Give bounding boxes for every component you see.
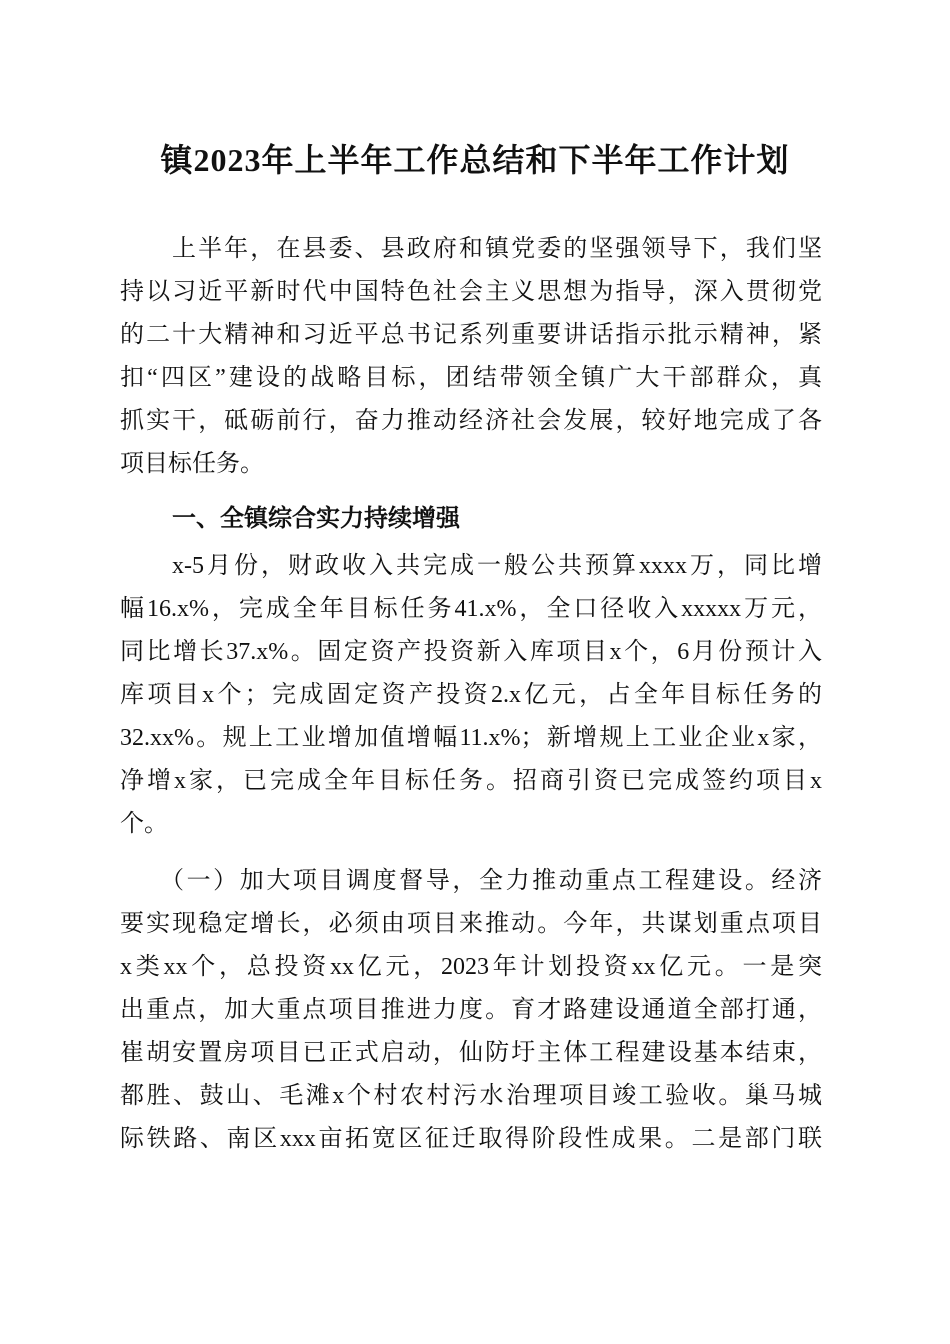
- text-line: 库项目x个；完成固定资产投资2.x亿元，占全年目标任务的: [120, 682, 822, 708]
- text-line: 上半年，在县委、县政府和镇党委的坚强领导下，我们坚: [172, 236, 822, 262]
- text-line: 持以习近平新时代中国特色社会主义思想为指导，深入贯彻党: [120, 279, 822, 305]
- text-line: 崔胡安置房项目已正式启动，仙防圩主体工程建设基本结束，: [120, 1040, 822, 1066]
- text-line: x类xx个，总投资xx亿元，2023年计划投资xx亿元。一是突: [120, 954, 822, 980]
- text-line: 都胜、鼓山、毛滩x个村农村污水治理项目竣工验收。巢马城: [120, 1083, 822, 1109]
- projects-paragraph: [120, 860, 822, 1161]
- stats-paragraph: [120, 545, 822, 846]
- text-line: 抓实干，砥砺前行，奋力推动经济社会发展，较好地完成了各: [120, 408, 822, 434]
- section-heading: 一、全镇综合实力持续增强: [172, 506, 460, 532]
- text-line: 32.xx%。规上工业增加值增幅11.x%；新增规上工业企业x家，: [120, 725, 822, 751]
- text-line: （一）加大项目调度督导，全力推动重点工程建设。经济: [160, 868, 822, 894]
- text-line: x-5月份，财政收入共完成一般公共预算xxxx万，同比增: [172, 553, 822, 579]
- text-line: 个。: [120, 811, 168, 837]
- text-line: 的二十大精神和习近平总书记系列重要讲话指示批示精神，紧: [120, 322, 822, 348]
- intro-paragraph: [120, 228, 822, 486]
- text-line: 同比增长37.x%。固定资产投资新入库项目x个，6月份预计入: [120, 639, 822, 665]
- text-line: 扣“四区”建设的战略目标，团结带领全镇广大干部群众，真: [120, 365, 822, 391]
- text-line: 出重点，加大重点项目推进力度。育才路建设通道全部打通，: [120, 997, 822, 1023]
- document-title: 镇2023年上半年工作总结和下半年工作计划: [160, 142, 790, 178]
- text-line: 净增x家，已完成全年目标任务。招商引资已完成签约项目x: [120, 768, 822, 794]
- text-line: 幅16.x%，完成全年目标任务41.x%，全口径收入xxxxx万元，: [120, 596, 822, 622]
- text-line: 项目标任务。: [120, 451, 264, 477]
- text-line: 要实现稳定增长，必须由项目来推动。今年，共谋划重点项目: [120, 911, 822, 937]
- text-line: 际铁路、南区xxx亩拓宽区征迁取得阶段性成果。二是部门联: [120, 1126, 822, 1152]
